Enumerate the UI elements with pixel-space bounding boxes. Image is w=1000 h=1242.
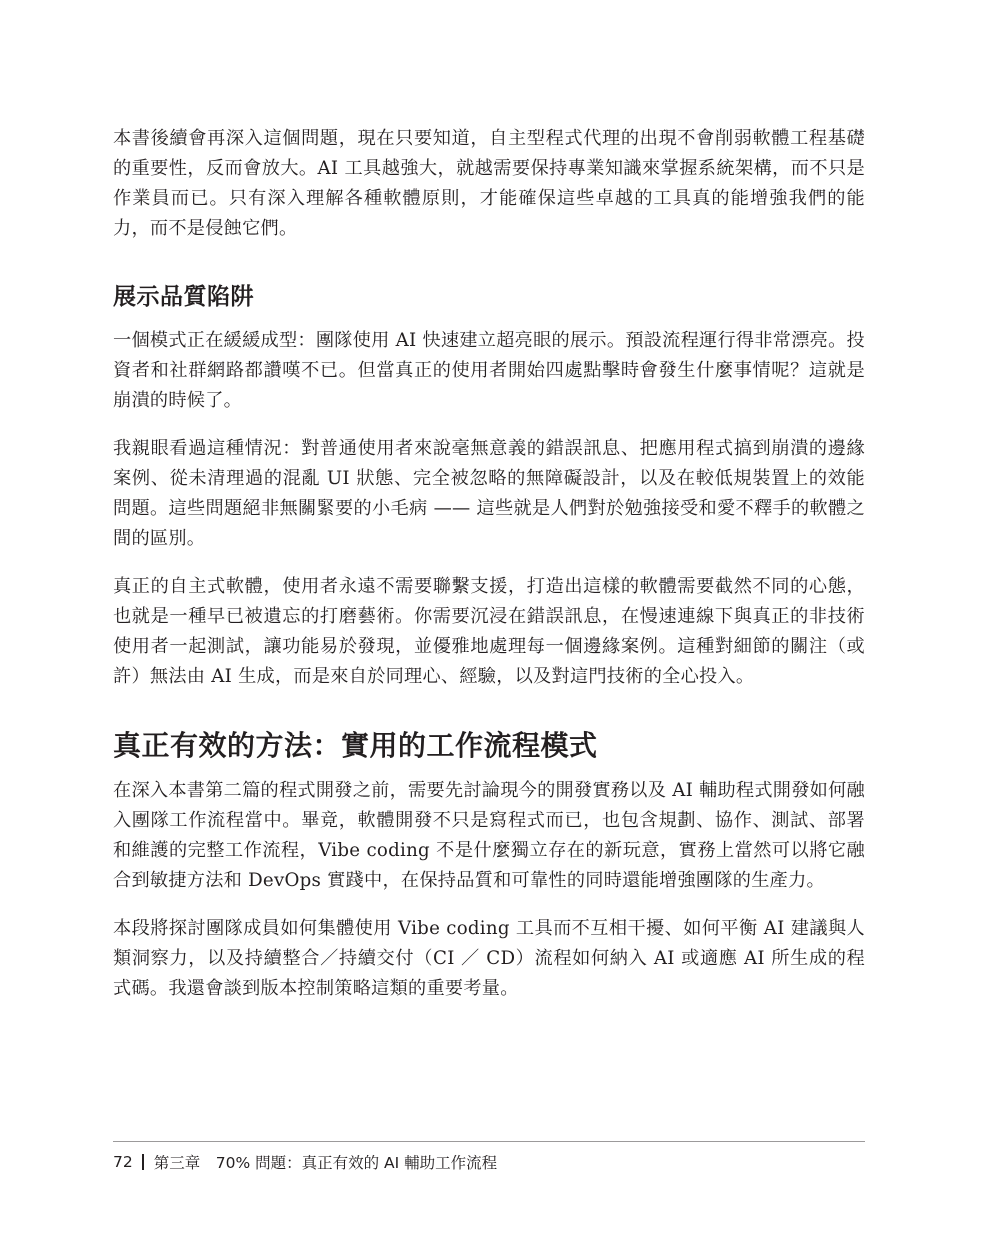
section-heading: 展示品質陷阱: [113, 284, 254, 310]
body-paragraph: 我親眼看過這種情況：對普通使用者來說毫無意義的錯誤訊息、把應用程式搞到崩潰的邊緣案例、從未清理過的混亂 UI 狀態、完全被忽略的無障礙設計，以及在較低規裝置上的效能問題。這些問題絕非無關緊要的小毛病 —— 這些就是人們對於勉強接受和愛不釋手的軟體之間的區別。: [113, 438, 865, 549]
running-title: 第三章 70% 問題：真正有效的 AI 輔助工作流程: [153, 1154, 498, 1172]
main-heading: 真正有效的方法：實用的工作流程模式: [113, 729, 598, 762]
body-paragraph: 真正的自主式軟體，使用者永遠不需要聯繫支援，打造出這樣的軟體需要截然不同的心態，也就是一種早已被遺忘的打磨藝術。你需要沉浸在錯誤訊息，在慢速連線下與真正的非技術使用者一起測試，讓功能易於發現，並優雅地處理每一個邊緣案例。這種對細節的關注（或許）無法由 AI 生成，而是來自於同理心、經驗，以及對這門技術的全心投入。: [113, 576, 865, 687]
page-number: 72: [113, 1153, 133, 1171]
page-footer: [113, 1150, 497, 1174]
page-body: [113, 124, 865, 1004]
footer-separator: [142, 1154, 144, 1170]
body-paragraph: 在深入本書第二篇的程式開發之前，需要先討論現今的開發實務以及 AI 輔助程式開發如何融入團隊工作流程當中。畢竟，軟體開發不只是寫程式而已，也包含規劃、協作、測試、部署和維護的完整工作流程，Vibe coding 不是什麼獨立存在的新玩意，實務上當然可以將它融合到敏捷方法和 DevOps 實踐中，在保持品質和可靠性的同時還能增強團隊的生產力。: [113, 780, 865, 891]
body-paragraph: 本段將探討團隊成員如何集體使用 Vibe coding 工具而不互相干擾、如何平衡 AI 建議與人類洞察力，以及持續整合／持續交付（CI ／ CD）流程如何納入 AI 或適應 AI 所生成的程式碼。我還會談到版本控制策略這類的重要考量。: [113, 918, 865, 999]
footer-divider: [113, 1141, 865, 1142]
body-paragraph: 本書後續會再深入這個問題，現在只要知道，自主型程式代理的出現不會削弱軟體工程基礎的重要性，反而會放大。AI 工具越強大，就越需要保持專業知識來掌握系統架構，而不只是作業員而已。只有深入理解各種軟體原則，才能確保這些卓越的工具真的能增強我們的能力，而不是侵蝕它們。: [113, 128, 865, 239]
body-paragraph: 一個模式正在緩緩成型：團隊使用 AI 快速建立超亮眼的展示。預設流程運行得非常漂亮。投資者和社群網路都讚嘆不已。但當真正的使用者開始四處點擊時會發生什麼事情呢？這就是崩潰的時候了。: [113, 330, 865, 411]
